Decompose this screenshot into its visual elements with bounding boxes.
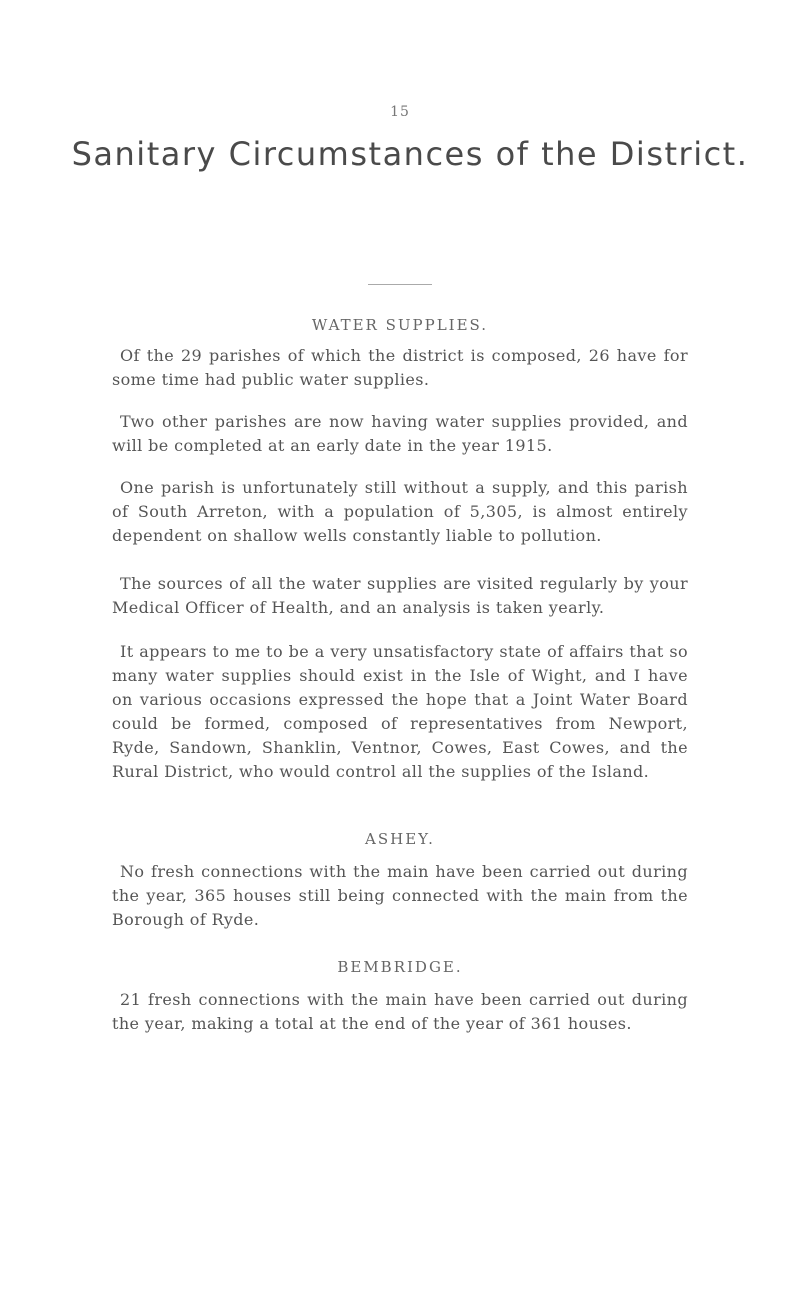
- water-supplies-paragraph-5: It appears to me to be a very unsatisfactory state of affairs that so many water supplies should exist in the Isle of Wight, and I have on various occasions expressed the hope that a Joint Water Board could be formed, composed of representatives from Newport, Ryde, Sandown, Shanklin, Ventnor, Cowes, East Cowes, and the Rural District, who would control all the supplies of the Island.: [112, 642, 688, 781]
- section-heading-bembridge: BEMBRIDGE.: [337, 958, 463, 976]
- bembridge-paragraph-1: 21 fresh connections with the main have been carried out during the year, making a total at the end of the year of 361 houses.: [112, 990, 688, 1033]
- title-divider: [368, 284, 432, 285]
- section-heading-water-supplies: WATER SUPPLIES.: [311, 316, 489, 334]
- water-supplies-paragraph-4: The sources of all the water supplies are visited regularly by your Medical Officer of Health, and an analysis is taken yearly.: [112, 574, 688, 617]
- water-supplies-paragraph-1: Of the 29 parishes of which the district is composed, 26 have for some time had public water supplies.: [112, 346, 688, 389]
- page-number: 15: [390, 104, 410, 120]
- water-supplies-paragraph-3: One parish is unfortunately still without a supply, and this parish of South Arreton, with a population of 5,305, is almost entirely dependent on shallow wells constantly liable to pollution.: [112, 478, 688, 545]
- water-supplies-paragraph-2: Two other parishes are now having water supplies provided, and will be completed at an early date in the year 1915.: [112, 412, 688, 455]
- section-heading-ashey: ASHEY.: [365, 830, 435, 848]
- page-title: Sanitary Circumstances of the District.: [71, 135, 749, 173]
- ashey-paragraph-1: No fresh connections with the main have been carried out during the year, 365 houses still being connected with the main from the Borough of Ryde.: [112, 862, 688, 929]
